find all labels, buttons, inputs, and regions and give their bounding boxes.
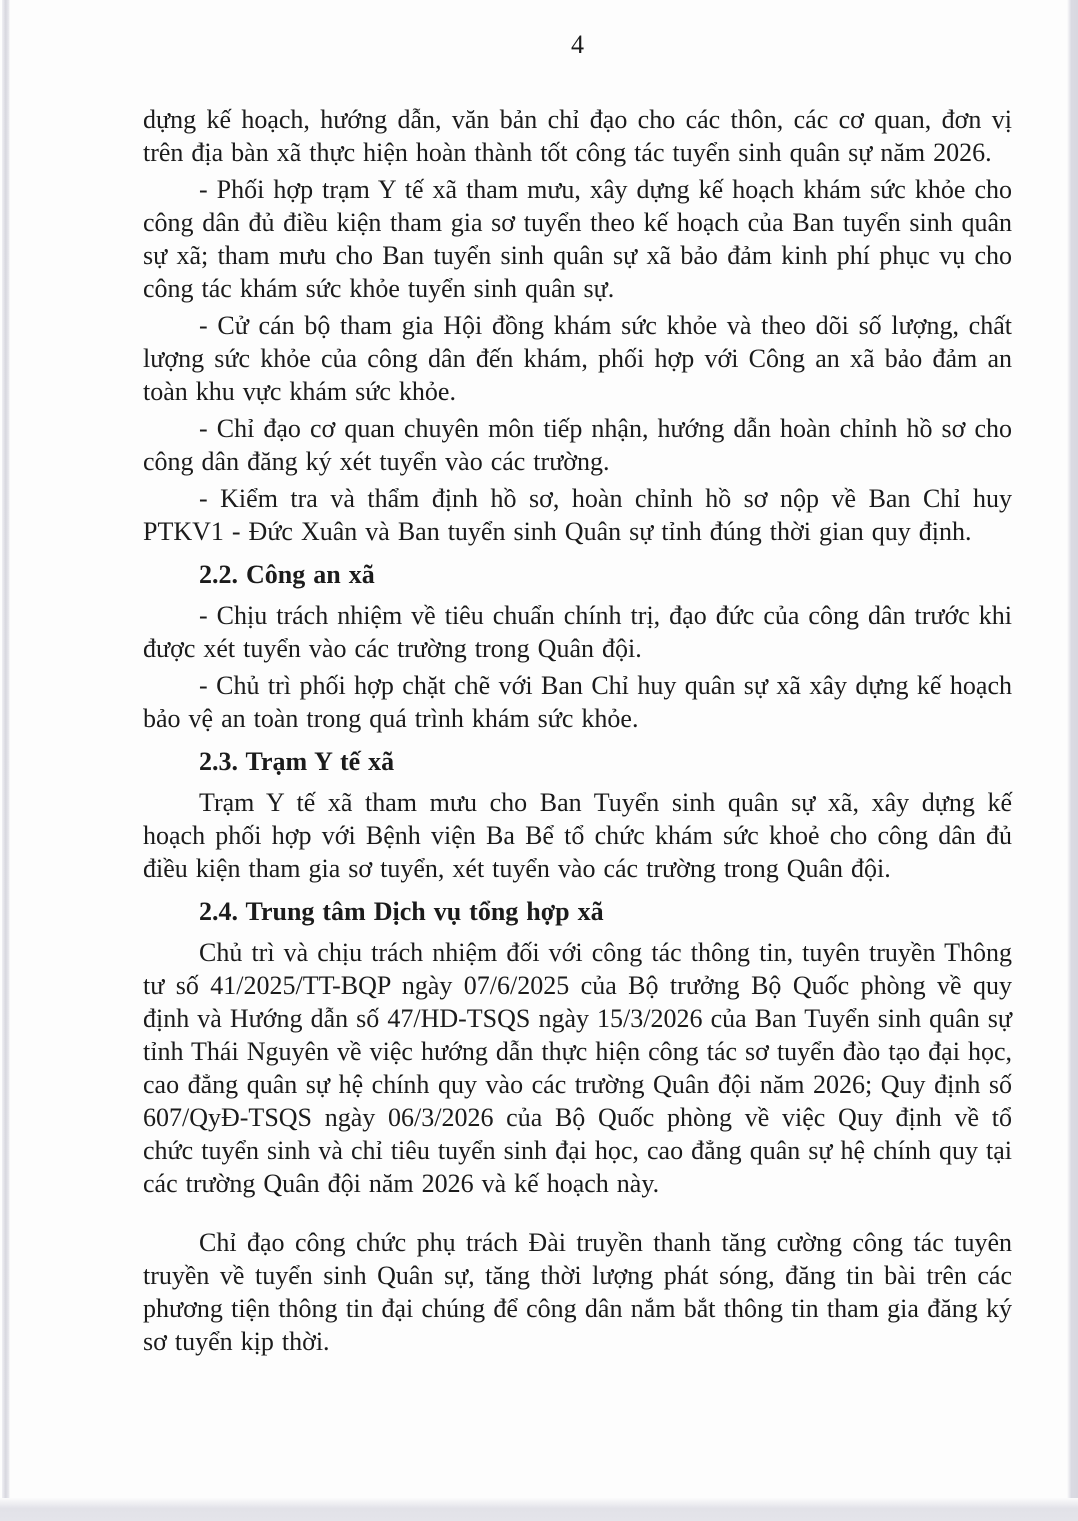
paragraph-chi-dao-co-quan: - Chỉ đạo cơ quan chuyên môn tiếp nhận, hướng dẫn hoàn chỉnh hồ sơ cho công dân đăng ký xét tuyển vào các trường. (143, 414, 1012, 476)
scan-edge-left (2, 0, 10, 1521)
page-number: 4 (571, 30, 584, 59)
paragraph-kiem-tra-tham-dinh: - Kiểm tra và thẩm định hồ sơ, hoàn chỉnh hồ sơ nộp về Ban Chỉ huy PTKV1 - Đức Xuân và Ban tuyển sinh Quân sự tỉnh đúng thời gian quy định. (143, 484, 1012, 546)
paragraph-phoi-hop-tram-y-te: - Phối hợp trạm Y tế xã tham mưu, xây dựng kế hoạch khám sức khỏe cho công dân đủ điều kiện tham gia sơ tuyển theo kế hoạch của Ban tuyển sinh quân sự xã; tham mưu cho Ban tuyển sinh quân sự xã bảo đảm kinh phí phục vụ cho công tác khám sức khỏe tuyển sinh quân sự. (143, 175, 1012, 303)
section-heading-2-3-tram-y-te-xa: 2.3. Trạm Y tế xã (199, 747, 395, 776)
paragraph-chu-tri-thong-tin-tuyen-truyen: Chủ trì và chịu trách nhiệm đối với công tác thông tin, tuyên truyền Thông tư số 41/2025/TT-BQP ngày 07/6/2025 của Bộ trưởng Bộ Quốc phòng về quy định và Hướng dẫn số 47/HD-TSQS ngày 15/3/2026 của Ban Tuyển sinh quân sự tỉnh Thái Nguyên về việc hướng dẫn thực hiện công tác sơ tuyển đào tạo đại học, cao đẳng quân sự hệ chính quy vào các trường Quân đội năm 2026; Quy định số 607/QyĐ-TSQS ngày 06/3/2026 của Bộ Quốc phòng về việc Quy định về tổ chức tuyển sinh và chỉ tiêu tuyển sinh đại học, cao đẳng quân sự hệ chính quy tại các trường Quân đội năm 2026 và kế hoạch này. (143, 938, 1012, 1198)
paragraph-continuation: dựng kế hoạch, hướng dẫn, văn bản chỉ đạo cho các thôn, các cơ quan, đơn vị trên địa bàn xã thực hiện hoàn thành tốt công tác tuyển sinh quân sự năm 2026. (143, 105, 1012, 167)
scan-edge-right (1067, 0, 1078, 1521)
paragraph-cu-can-bo: - Cử cán bộ tham gia Hội đồng khám sức khỏe và theo dõi số lượng, chất lượng sức khỏe của công dân đến khám, phối hợp với Công an xã bảo đảm an toàn khu vực khám sức khỏe. (143, 311, 1012, 406)
paragraph-chu-tri-phoi-hop: - Chủ trì phối hợp chặt chẽ với Ban Chỉ huy quân sự xã xây dựng kế hoạch bảo vệ an toàn trong quá trình khám sức khỏe. (143, 671, 1012, 733)
scan-bottom-band (0, 1498, 1078, 1521)
document-body (143, 28, 1012, 1362)
paragraph-chiu-trach-nhiem: - Chịu trách nhiệm về tiêu chuẩn chính trị, đạo đức của công dân trước khi được xét tuyển vào các trường trong Quân đội. (143, 601, 1012, 663)
section-heading-2-2-cong-an-xa: 2.2. Công an xã (199, 560, 375, 589)
paragraph-chi-dao-dai-truyen-thanh: Chỉ đạo công chức phụ trách Đài truyền thanh tăng cường công tác tuyên truyền về tuyển sinh Quân sự, tăng thời lượng phát sóng, đăng tin bài trên các phương tiện thông tin đại chúng để công dân nắm bắt thông tin tham gia đăng ký sơ tuyển kịp thời. (143, 1228, 1012, 1356)
paragraph-tram-y-te-tham-muu: Trạm Y tế xã tham mưu cho Ban Tuyển sinh quân sự xã, xây dựng kế hoạch phối hợp với Bệnh viện Ba Bể tổ chức khám sức khoẻ cho công dân đủ điều kiện tham gia sơ tuyển, xét tuyển vào các trường trong Quân đội. (143, 788, 1012, 883)
section-heading-2-4-trung-tam-dich-vu: 2.4. Trung tâm Dịch vụ tổng hợp xã (199, 897, 604, 926)
